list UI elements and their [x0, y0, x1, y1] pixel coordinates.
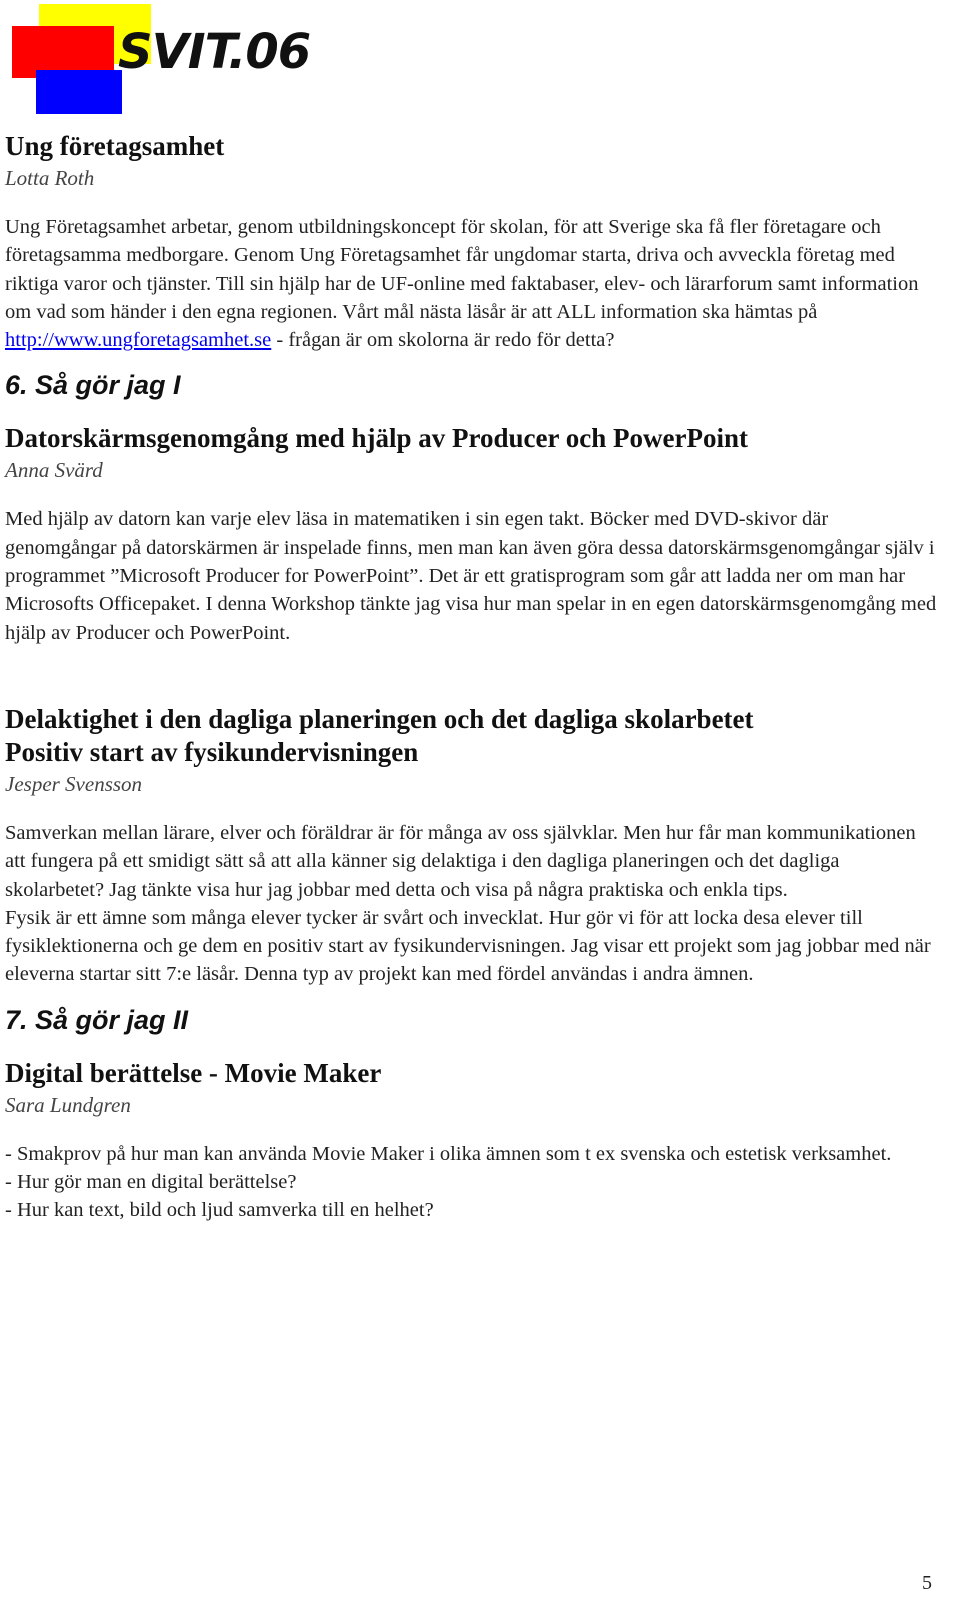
- logo-blue-block: [36, 70, 122, 114]
- article-subtitle: Positiv start av fysikundervisningen: [5, 736, 419, 767]
- article-delaktighet: [5, 703, 940, 989]
- article-ung-foretagsamhet: [5, 130, 940, 354]
- section-heading-7: 7. Så gör jag II: [5, 1004, 189, 1035]
- svit-logo: [6, 4, 311, 116]
- article-author: Anna Svärd: [5, 458, 103, 483]
- logo-text: SVIT.06: [118, 24, 311, 80]
- list-item: - Hur gör man en digital berättelse?: [5, 1171, 297, 1194]
- article-author: Lotta Roth: [5, 166, 95, 190]
- page-number: 5: [922, 1572, 932, 1594]
- article-body: [5, 213, 940, 354]
- article-author: Sara Lundgren: [5, 1092, 131, 1117]
- document-content: [5, 130, 940, 1225]
- body-text-end: - frågan är om skolorna är redo för detta?: [271, 329, 615, 352]
- list-item: - Hur kan text, bild och ljud samverka till en helhet?: [5, 1199, 434, 1222]
- body-text: Ung Företagsamhet arbetar, genom utbildningskoncept för skolan, för att Sverige ska få fler företagare och företagsamma medborgare. Genom Ung Företagsamhet får ungdomar starta, driva och avveckla företag med riktiga varor och tjänster. Till sin hjälp har de UF-online med faktabaser, elev- och lärarforum samt information om vad som händer i den egna regionen. Vårt mål nästa läsår är att ALL information ska hämtas på: [5, 216, 919, 323]
- article-title: Datorskärmsgenomgång med hjälp av Producer och PowerPoint: [5, 423, 748, 454]
- list-item: - Smakprov på hur man kan använda Movie Maker i olika ämnen som t ex svenska och estetisk verksamhet.: [5, 1142, 892, 1165]
- ungforetagsamhet-link[interactable]: http://www.ungforetagsamhet.se: [5, 329, 272, 352]
- article-body: Samverkan mellan lärare, elver och föräldrar är för många av oss självklar. Men hur får man kommunikationen att fungera på ett smidigt sätt så att alla känner sig delaktiga i den dagliga planeringen och det dagliga skolarbetet? Jag tänkte visa hur jag jobbar med detta och visa på några praktiska och enkla tips.: [5, 821, 916, 901]
- article-title: Ung företagsamhet: [5, 131, 225, 161]
- section-heading-6: 6. Så gör jag I: [5, 370, 181, 401]
- article-title: Delaktighet i den dagliga planeringen och det dagliga skolarbetet: [5, 703, 754, 734]
- article-author: Jesper Svensson: [5, 771, 143, 796]
- article-datorskarmsgenomgang: [5, 422, 940, 646]
- article-digital-berattelse: [5, 1057, 940, 1225]
- article-title: Digital berättelse - Movie Maker: [5, 1057, 382, 1088]
- article-body: Med hjälp av datorn kan varje elev läsa in matematiken i sin egen takt. Böcker med DVD-skivor där genomgångar på datorskärmen är inspelade finns, men man kan även göra dessa datorskärmsgenomgångar själv i programmet ”Microsoft Producer for PowerPoint”. Det är ett gratisprogram som går att ladda ner om man har Microsofts Officepaket. I denna Workshop tänkte jag visa hur man spelar in en egen datorskärmsgenomgång med hjälp av Producer och PowerPoint.: [5, 508, 937, 644]
- article-body: Fysik är ett ämne som många elever tycker är svårt och invecklat. Hur gör vi för att locka desa elever till fysiklektionerna och ge dem en positiv start av fysikundervisningen. Jag visar ett projekt som jag jobbar med när eleverna startar sitt 7:e läsår. Denna typ av projekt kan med fördel användas i andra ämnen.: [5, 906, 931, 986]
